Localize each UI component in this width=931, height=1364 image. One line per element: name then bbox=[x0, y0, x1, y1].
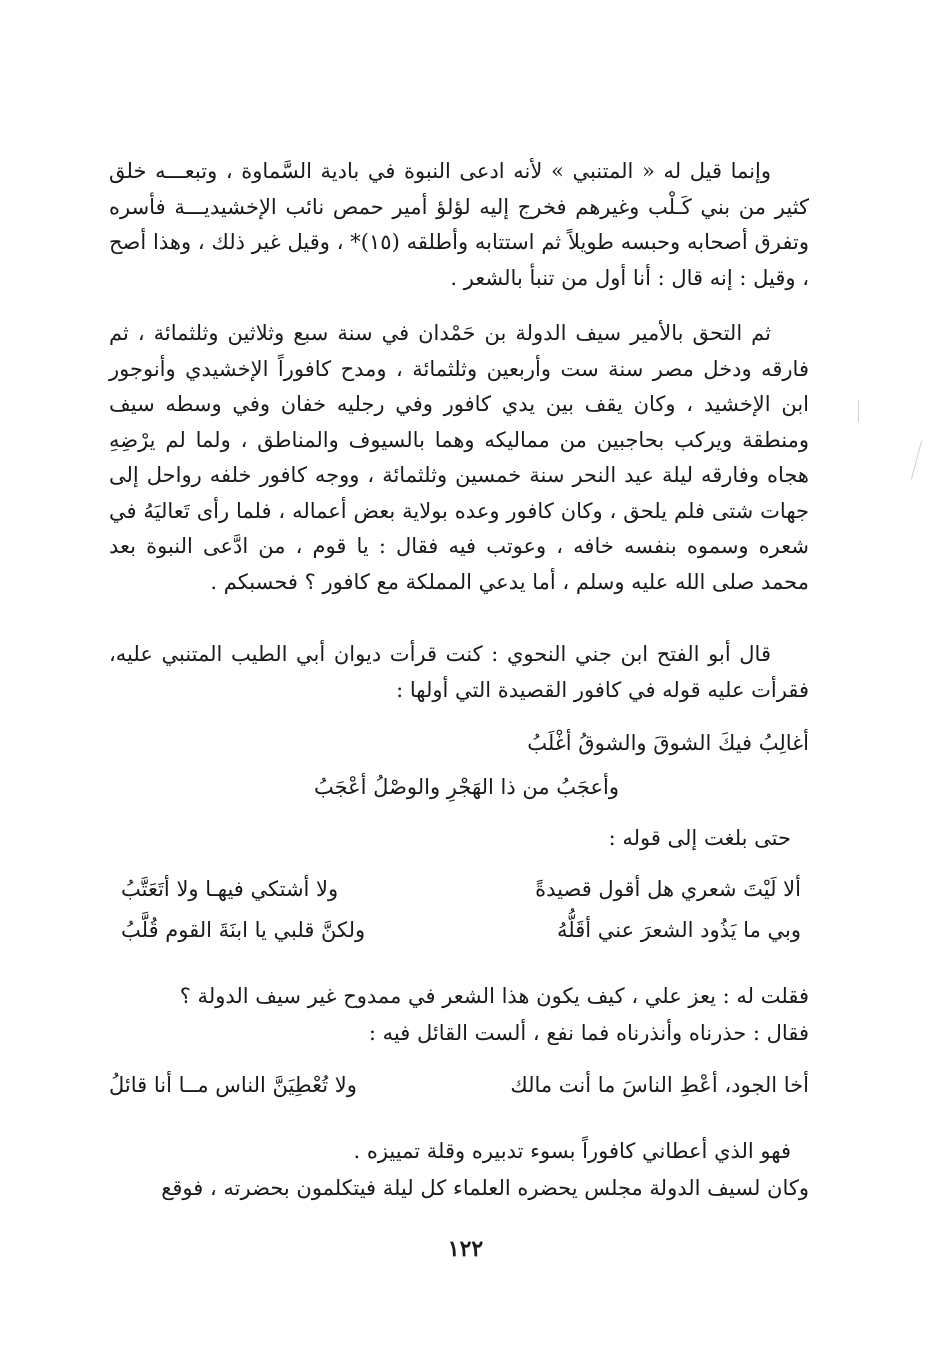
dialogue-line-2: فقال : حذرناه وأنذرناه فما نفع ، ألست القائل فيه : bbox=[368, 1021, 809, 1045]
paragraph-mutanabbi-name: وإنما قيل له « المتنبي » لأنه ادعى النبوة في بادية السَّماوة ، وتبعـــه خلق كثير من بني كَـلْب وغيرهم فخرج إليه لؤلؤ أمير حمص نائب الإخشيديـــة فأسره وتفرق أصحابه وحبسه طويلاً ثم استتابه وأطلقه (١٥)* ، وقيل غير ذلك ، وهذا أصح ، وقيل : إنه قال : أنا أول من تنبأ بالشعر . bbox=[109, 159, 809, 290]
verse2-row1-right: ألا لَيْتَ شعري هل أقول قصيدةً bbox=[535, 877, 801, 901]
verse3-right: أخا الجود، أعْطِ الناسَ ما أنت مالك bbox=[510, 1073, 809, 1097]
verse2-row2-right: وبي ما يَذُود الشعرَ عني أقَلُّهُ bbox=[556, 918, 801, 942]
dialogue-line-1: فقلت له : يعز علي ، كيف يكون هذا الشعر في ممدوح غير سيف الدولة ؟ bbox=[179, 984, 809, 1008]
verse1-second-hemistich: وأعجَبُ من ذا الهَجْرِ والوصْلُ أعْجَبُ bbox=[313, 775, 619, 799]
margin-speck bbox=[858, 400, 859, 422]
paragraph-ibn-jinni: قال أبو الفتح ابن جني النحوي : كنت قرأت ديوان أبي الطيب المتنبي عليه، فقرأت عليه قوله في كافور القصيدة التي أولها : bbox=[109, 642, 809, 702]
verse1-first-hemistich: أغالِبُ فيكَ الشوقَ والشوقُ أغْلَبُ bbox=[527, 731, 809, 755]
closing-line-1: فهو الذي أعطاني كافوراً بسوء تدبيره وقلة تمييزه . bbox=[353, 1139, 791, 1163]
verse2-row2-left: ولكنَّ قلبي يا ابنَةَ القوم قُلَّبُ bbox=[121, 918, 366, 942]
verse2-row1-left: ولا أشتكي فيهـا ولا أتَعَتَّبُ bbox=[121, 877, 339, 901]
until-line: حتى بلغت إلى قوله : bbox=[608, 826, 791, 850]
margin-speck bbox=[911, 441, 922, 480]
page-number: ١٢٢ bbox=[447, 1236, 484, 1262]
paragraph-block-1 bbox=[109, 154, 809, 296]
paragraph-sayf-al-dawla: ثم التحق بالأمير سيف الدولة بن حَمْدان في سنة سبع وثلاثين وثلثمائة ، ثم فارقه ودخل مصر سنة ست وأربعين وثلثمائة ، ومدح كافوراً الإخشيدي وأنوجور ابن الإخشيد ، وكان يقف بين يدي كافور وفي رجليه خفان وفي وسطه سيف ومنطقة ويركب بحاجبين من مماليكه وهما بالسيوف والمناطق ، ولما لم يرْضِهِ هجاه وفارقه ليلة عيد النحر سنة خمسين وثلثمائة ، ووجه كافور خلفه رواحل إلى جهات شتى فلم يلحق ، وكان كافور وعده بولاية بعض أعماله ، فلما رأى تَعاليَهُ في شعره وسموه بنفسه خافه ، وعوتب فيه فقال : يا قوم ، من ادَّعى النبوة بعد محمد صلى الله عليه وسلم ، أما يدعي المملكة مع كافور ؟ فحسبكم . bbox=[109, 321, 809, 594]
verse3-row bbox=[109, 1070, 809, 1100]
verse3-left: ولا تُعْطِيَنَّ الناس مــا أنا قائلُ bbox=[109, 1073, 357, 1097]
paragraph-block-3 bbox=[109, 637, 809, 708]
verse2-row1 bbox=[121, 874, 801, 904]
closing-line-2: وكان لسيف الدولة مجلس يحضره العلماء كل ليلة فيتكلمون بحضرته ، فوقع bbox=[161, 1176, 809, 1200]
verse2-row2 bbox=[121, 915, 801, 945]
paragraph-block-2 bbox=[109, 316, 809, 600]
